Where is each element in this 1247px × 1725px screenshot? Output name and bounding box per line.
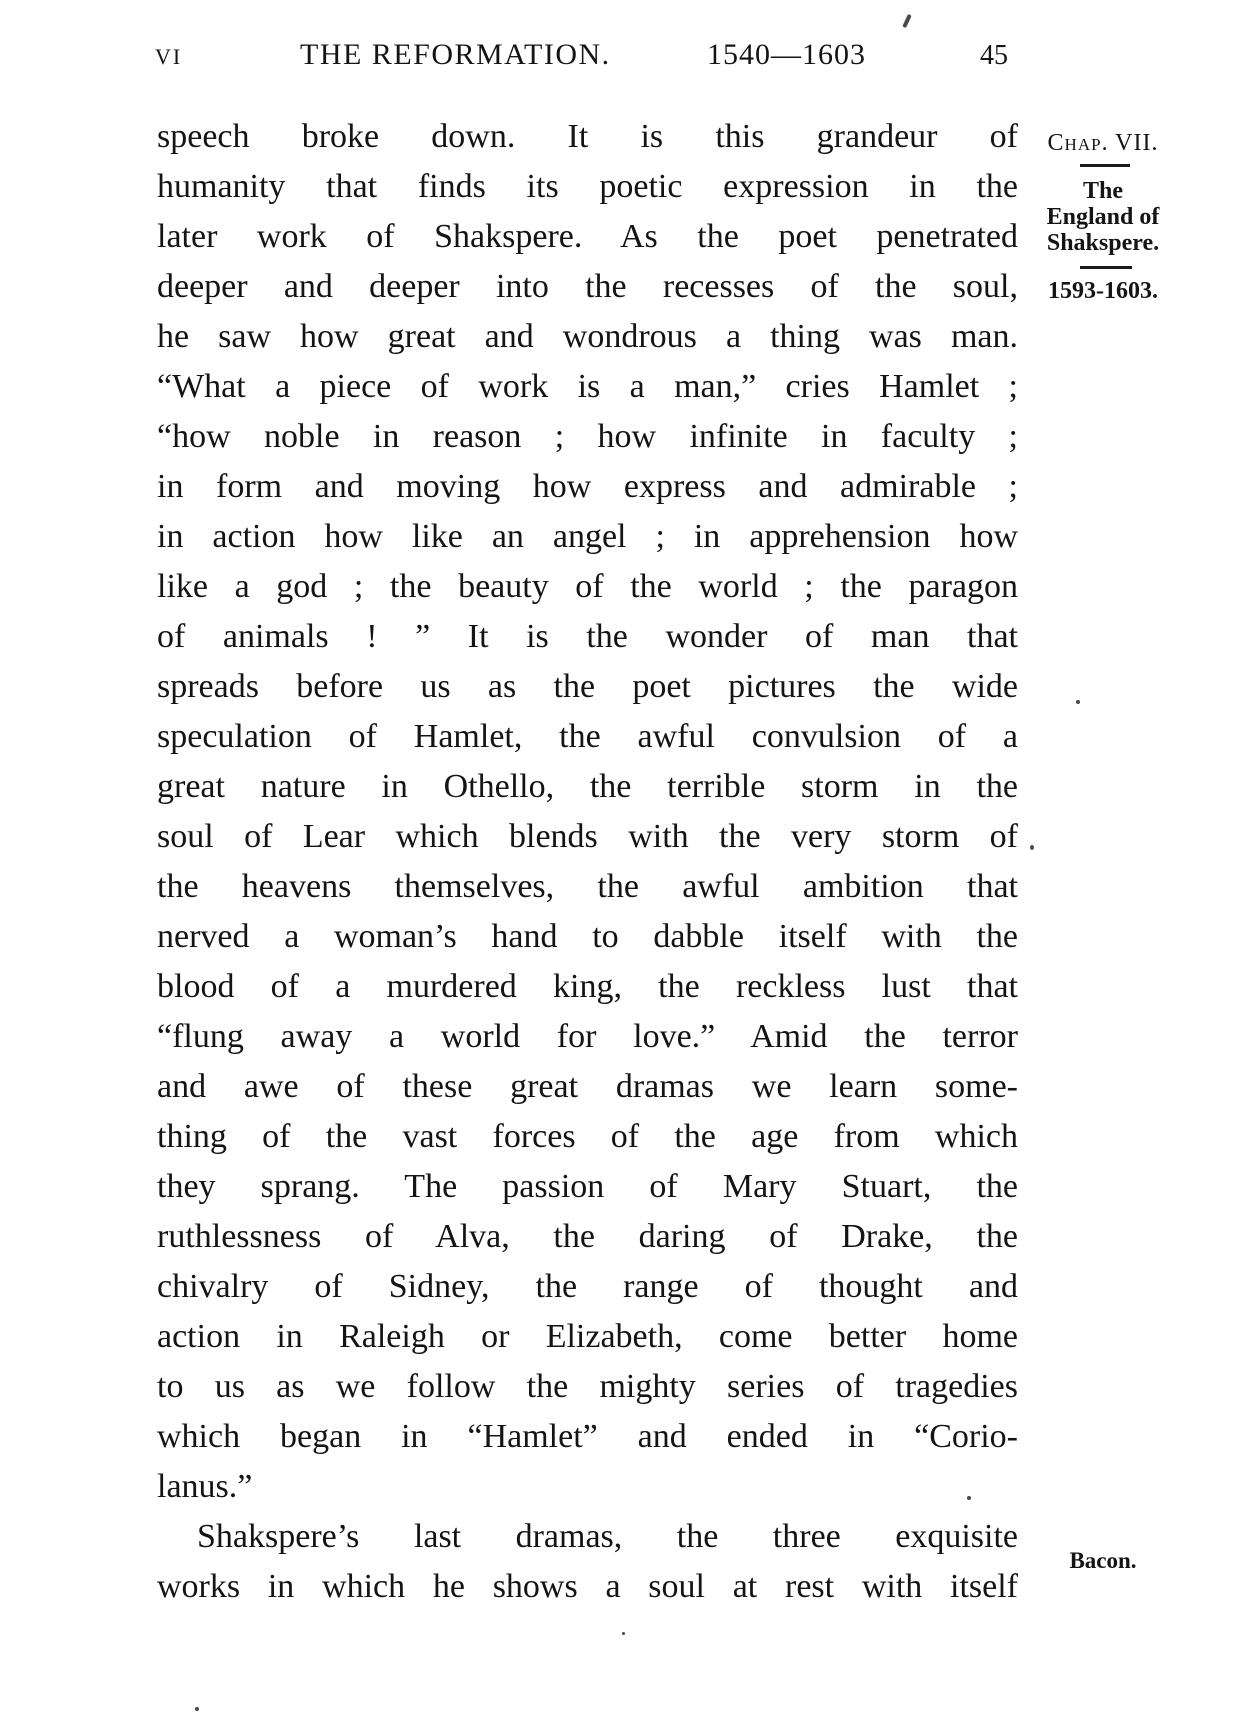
text-line: Shakspere’s last dramas, the three exquisite [197, 1518, 1018, 1555]
margin-section-title-line: The [1082, 178, 1123, 204]
text-line: soul of Lear which blends with the very storm of [157, 818, 1018, 855]
margin-section-title-line: England of [1046, 204, 1160, 230]
text-line: nerved a woman’s hand to dabble itself with the [157, 918, 1018, 955]
text-line: spreads before us as the poet pictures the wide [157, 668, 1018, 705]
text-line: he saw how great and wondrous a thing was man. [157, 318, 1018, 355]
scan-speck [902, 14, 912, 28]
scan-speck [1030, 845, 1034, 850]
paragraph-last-dramas [157, 1512, 1018, 1612]
text-line: “how noble in reason ; how infinite in faculty ; [157, 418, 1018, 455]
header-date-range: 1540—1603 [707, 38, 866, 71]
text-line: blood of a murdered king, the reckless lust that [157, 968, 1018, 1005]
text-line: great nature in Othello, the terrible storm in the [157, 768, 1018, 805]
text-line: later work of Shakspere. As the poet penetrated [157, 218, 1018, 255]
signature-mark: VI [155, 44, 183, 69]
text-line: works in which he shows a soul at rest with itself [157, 1568, 1018, 1605]
text-line: action in Raleigh or Elizabeth, come better home [157, 1318, 1018, 1355]
margin-note-bacon: Bacon. [1069, 1548, 1137, 1573]
text-line: “What a piece of work is a man,” cries Hamlet ; [157, 368, 1018, 405]
body-text [157, 112, 1018, 1612]
text-line: in form and moving how express and admirable ; [157, 468, 1018, 505]
text-line: humanity that finds its poetic expression in the [157, 168, 1018, 205]
text-line: the heavens themselves, the awful ambition that [157, 868, 1018, 905]
text-line: lanus.” [157, 1468, 253, 1505]
margin-divider-rule [1080, 266, 1132, 269]
scan-speck [967, 1496, 971, 1500]
text-line: “flung away a world for love.” Amid the terror [157, 1018, 1018, 1055]
margin-section-title-line: Shakspere. [1046, 230, 1160, 256]
text-line: like a god ; the beauty of the world ; the paragon [157, 568, 1018, 605]
margin-notes [1030, 0, 1176, 1725]
margin-section-title [1030, 178, 1176, 256]
margin-section-dates: 1593-1603. [1048, 278, 1158, 304]
text-line: of animals ! ” It is the wonder of man that [157, 618, 1018, 655]
scan-speck [622, 1632, 625, 1635]
scan-speck [1076, 700, 1080, 704]
running-title: THE REFORMATION. [300, 38, 611, 71]
text-line: and awe of these great dramas we learn some- [157, 1068, 1018, 1105]
scan-speck [195, 1707, 199, 1711]
paragraph-grandeur-of-humanity [157, 112, 1018, 1512]
text-line: deeper and deeper into the recesses of the soul, [157, 268, 1018, 305]
margin-chapter-label: Chap. VII. [1047, 130, 1159, 156]
text-line: speech broke down. It is this grandeur of [157, 118, 1018, 155]
text-line: chivalry of Sidney, the range of thought and [157, 1268, 1018, 1305]
text-line: they sprang. The passion of Mary Stuart, the [157, 1168, 1018, 1205]
text-line: speculation of Hamlet, the awful convulsion of a [157, 718, 1018, 755]
page-number: 45 [980, 40, 1008, 71]
margin-divider-rule [1080, 164, 1130, 167]
text-line: in action how like an angel ; in apprehension how [157, 518, 1018, 555]
text-line: ruthlessness of Alva, the daring of Drake, the [157, 1218, 1018, 1255]
text-line: which began in “Hamlet” and ended in “Corio- [157, 1418, 1018, 1455]
text-line: to us as we follow the mighty series of tragedies [157, 1368, 1018, 1405]
text-line: thing of the vast forces of the age from which [157, 1118, 1018, 1155]
